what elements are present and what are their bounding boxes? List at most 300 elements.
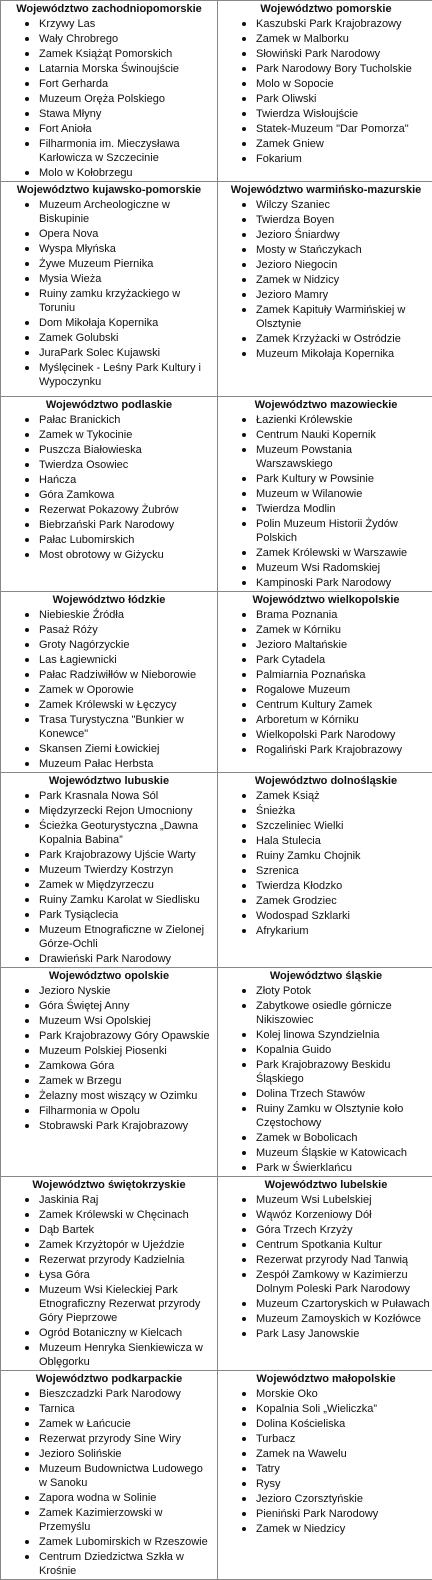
attraction-label: JuraPark Solec Kujawski (39, 347, 160, 359)
attraction-label: Fort Gerharda (39, 78, 108, 90)
bullet-icon (25, 22, 29, 26)
bullet-icon (242, 703, 246, 707)
attraction-label: Muzeum Polskiej Piosenki (39, 1045, 167, 1057)
bullet-icon (25, 336, 29, 340)
attraction-item (218, 62, 432, 76)
attraction-label: Jezioro Maltańskie (256, 639, 347, 651)
bullet-icon (25, 1049, 29, 1053)
bullet-icon (25, 913, 29, 917)
attraction-label: Centrum Dziedzictwa Szkła w Krośnie (39, 1551, 184, 1577)
attraction-item (218, 1268, 432, 1296)
attraction-item (218, 1477, 432, 1491)
bullet-icon (25, 1540, 29, 1544)
attraction-item (218, 17, 432, 31)
attraction-label: Szrenica (256, 865, 299, 877)
attraction-item (218, 683, 432, 697)
attraction-list (218, 789, 432, 938)
attraction-item (218, 198, 432, 212)
bullet-icon (25, 1437, 29, 1441)
bullet-icon (242, 157, 246, 161)
attraction-label: Palmiarnia Poznańska (256, 669, 365, 681)
bullet-icon (242, 522, 246, 526)
bullet-icon (242, 718, 246, 722)
attraction-item (1, 503, 217, 517)
bullet-icon (25, 1124, 29, 1128)
attraction-item (218, 638, 432, 652)
bullet-icon (242, 1107, 246, 1111)
attraction-label: Pałac Branickich (39, 414, 120, 426)
region-row (1, 1, 432, 182)
attraction-item (1, 1462, 217, 1490)
bullet-icon (242, 1198, 246, 1202)
attraction-item (1, 804, 217, 818)
attraction-item (218, 999, 432, 1027)
attraction-label: Park Oliwski (256, 93, 317, 105)
attraction-item (1, 698, 217, 712)
attraction-item (218, 1028, 432, 1042)
bullet-icon (25, 1273, 29, 1277)
attraction-item (1, 668, 217, 682)
attraction-label: Ruiny Zamku Chojnik (256, 850, 361, 862)
bullet-icon (242, 658, 246, 662)
attraction-label: Polin Muzeum Historii Żydów Polskich (256, 518, 398, 544)
attraction-label: Mosty w Stańczykach (256, 244, 362, 256)
bullet-icon (242, 839, 246, 843)
attraction-label: Bieszczadzki Park Narodowy (39, 1388, 181, 1400)
attraction-list (1, 608, 217, 771)
bullet-icon (25, 1467, 29, 1471)
bullet-icon (242, 97, 246, 101)
bullet-icon (242, 673, 246, 677)
bullet-icon (25, 292, 29, 296)
attraction-label: Mysia Wieża (39, 273, 101, 285)
attraction-label: Muzeum Archeologiczne w Biskupinie (39, 199, 170, 225)
attraction-item (218, 894, 432, 908)
attraction-item (218, 1146, 432, 1160)
region-cell (218, 397, 432, 592)
bullet-icon (25, 1288, 29, 1292)
attraction-item (218, 502, 432, 516)
attraction-label: Park Kultury w Powsinie (256, 473, 374, 485)
attraction-label: Zamek Książ (256, 790, 320, 802)
bullet-icon (242, 507, 246, 511)
bullet-icon (242, 884, 246, 888)
bullet-icon (25, 718, 29, 722)
bullet-icon (242, 1063, 246, 1067)
region-header: Województwo podlaskie (1, 397, 217, 412)
attraction-item (218, 1087, 432, 1101)
attraction-item (218, 1432, 432, 1446)
attraction-item (218, 303, 432, 331)
attraction-item (1, 1104, 217, 1118)
attraction-item (218, 804, 432, 818)
bullet-icon (25, 898, 29, 902)
region-row (1, 397, 432, 592)
attraction-item (1, 518, 217, 532)
attraction-item (218, 743, 432, 757)
attraction-item (218, 1402, 432, 1416)
region-header: Województwo mazowieckie (218, 397, 432, 412)
attraction-item (218, 32, 432, 46)
attraction-label: Centrum Nauki Kopernik (256, 429, 376, 441)
bullet-icon (242, 1243, 246, 1247)
attraction-item (1, 638, 217, 652)
region-cell (1, 968, 218, 1177)
attraction-label: Zamek Kazimierzowski w Przemyślu (39, 1507, 162, 1533)
attraction-label: Tarnica (39, 1403, 74, 1415)
region-cell (1, 182, 218, 397)
bullet-icon (25, 1019, 29, 1023)
attraction-label: Muzeum Henryka Sienkiewicza w Oblęgorku (39, 1342, 203, 1368)
bullet-icon (25, 1079, 29, 1083)
attraction-item (218, 1102, 432, 1130)
bullet-icon (25, 418, 29, 422)
attraction-label: Biebrzański Park Narodowy (39, 519, 174, 531)
attraction-label: Hańcza (39, 474, 76, 486)
attraction-item (1, 166, 217, 180)
attraction-item (1, 1014, 217, 1028)
attraction-label: Ogród Botaniczny w Kielcach (39, 1327, 182, 1339)
attraction-item (218, 122, 432, 136)
attraction-item (1, 272, 217, 286)
region-cell (1, 1, 218, 182)
attraction-label: Filharmonia im. Mieczysława Karłowicza w Szczecinie (39, 138, 180, 164)
attraction-item (1, 488, 217, 502)
bullet-icon (25, 232, 29, 236)
bullet-icon (242, 1136, 246, 1140)
attraction-label: Puszcza Białowieska (39, 444, 142, 456)
bullet-icon (242, 643, 246, 647)
attraction-item (1, 1119, 217, 1133)
attraction-item (218, 668, 432, 682)
attraction-label: Ruiny Zamku Karolat w Siedlisku (39, 894, 200, 906)
attraction-item (218, 347, 432, 361)
bullet-icon (242, 433, 246, 437)
bullet-icon (242, 1452, 246, 1456)
attraction-item (1, 1535, 217, 1549)
attraction-label: Zespół Zamkowy w Kazimierzu Dolnym Poleski Park Narodowy (256, 1269, 410, 1295)
attraction-item (1, 1029, 217, 1043)
bullet-icon (242, 248, 246, 252)
attraction-item (218, 879, 432, 893)
attraction-item (1, 1059, 217, 1073)
bullet-icon (25, 1496, 29, 1500)
attraction-label: Rogaliński Park Krajobrazowy (256, 744, 402, 756)
bullet-icon (25, 824, 29, 828)
attraction-item (1, 32, 217, 46)
attraction-label: Zamek w Międzyrzeczu (39, 879, 154, 891)
attraction-item (1, 242, 217, 256)
attraction-label: Zamek w Nidzicy (256, 274, 339, 286)
bullet-icon (242, 1407, 246, 1411)
bullet-icon (25, 448, 29, 452)
bullet-icon (25, 1213, 29, 1217)
attraction-item (218, 258, 432, 272)
attraction-item (1, 287, 217, 315)
attraction-item (1, 757, 217, 771)
attraction-list (218, 608, 432, 757)
bullet-icon (242, 263, 246, 267)
attraction-label: Latarnia Morska Świnoujście (39, 63, 179, 75)
attraction-item (218, 1223, 432, 1237)
bullet-icon (25, 643, 29, 647)
bullet-icon (242, 914, 246, 918)
attraction-label: Rezerwat przyrody Kadzielnia (39, 1254, 185, 1266)
attraction-item (218, 1161, 432, 1175)
attraction-item (1, 952, 217, 966)
bullet-icon (242, 688, 246, 692)
attraction-label: Zamek Krzyżtopór w Ujeździe (39, 1239, 185, 1251)
bullet-icon (25, 809, 29, 813)
attraction-item (1, 1491, 217, 1505)
attraction-label: Wielkopolski Park Narodowy (256, 729, 395, 741)
attraction-label: Kopalnia Soli „Wieliczka” (256, 1403, 377, 1415)
attraction-label: Dąb Bartek (39, 1224, 94, 1236)
attraction-label: Wyspa Młyńska (39, 243, 116, 255)
bullet-icon (25, 1004, 29, 1008)
attraction-item (218, 137, 432, 151)
region-row (1, 968, 432, 1177)
attraction-label: Rezerwat przyrody Nad Tanwią (256, 1254, 408, 1266)
bullet-icon (25, 1109, 29, 1113)
attraction-label: Park Krasnala Nowa Sól (39, 790, 158, 802)
bullet-icon (25, 613, 29, 617)
attraction-label: Ścieżka Geoturystyczna „Dawna Kopalnia Babina” (39, 820, 198, 846)
attraction-item (1, 316, 217, 330)
bullet-icon (242, 989, 246, 993)
attraction-label: Zamek Kapituły Warmińskiej w Olsztynie (256, 304, 405, 330)
attraction-label: Twierdza Osowiec (39, 459, 128, 471)
attraction-item (1, 473, 217, 487)
bullet-icon (242, 1213, 246, 1217)
attraction-item (1, 608, 217, 622)
attraction-item (1, 1193, 217, 1207)
attraction-label: Zabytkowe osiedle górnicze Nikiszowiec (256, 1000, 392, 1026)
bullet-icon (242, 1048, 246, 1052)
attraction-label: Wąwóz Korzeniowy Dół (256, 1209, 372, 1221)
attraction-item (218, 1043, 432, 1057)
attraction-item (1, 47, 217, 61)
attraction-item (218, 608, 432, 622)
bullet-icon (242, 1033, 246, 1037)
attraction-label: Park w Świerklańcu (256, 1162, 352, 1174)
attraction-label: Stawa Młyny (39, 108, 101, 120)
bullet-icon (25, 37, 29, 41)
bullet-icon (25, 97, 29, 101)
bullet-icon (242, 613, 246, 617)
attraction-item (218, 728, 432, 742)
attraction-label: Park Tysiąclecia (39, 909, 118, 921)
attraction-label: Muzeum Śląskie w Katowicach (256, 1147, 407, 1159)
attraction-list (218, 198, 432, 361)
bullet-icon (242, 628, 246, 632)
bullet-icon (25, 883, 29, 887)
attraction-item (1, 1550, 217, 1578)
attraction-label: Muzeum Pałac Herbsta (39, 758, 153, 770)
attraction-item (1, 227, 217, 241)
bullet-icon (242, 1392, 246, 1396)
attraction-item (1, 1447, 217, 1461)
bullet-icon (25, 366, 29, 370)
bullet-icon (242, 1004, 246, 1008)
bullet-icon (242, 854, 246, 858)
attraction-item (218, 1193, 432, 1207)
bullet-icon (25, 957, 29, 961)
bullet-icon (25, 688, 29, 692)
attraction-item (1, 331, 217, 345)
attraction-item (1, 77, 217, 91)
bullet-icon (25, 351, 29, 355)
attraction-item (218, 834, 432, 848)
attraction-list (218, 984, 432, 1175)
bullet-icon (25, 853, 29, 857)
attraction-label: Pałac Lubomirskich (39, 534, 134, 546)
attraction-label: Jezioro Czorsztyńskie (256, 1493, 363, 1505)
attraction-label: Góra Świętej Anny (39, 1000, 130, 1012)
attraction-item (1, 1268, 217, 1282)
attraction-item (1, 107, 217, 121)
attraction-item (1, 1044, 217, 1058)
bullet-icon (242, 899, 246, 903)
attraction-label: Hala Stulecia (256, 835, 321, 847)
attraction-label: Park Krajobrazowy Beskidu Śląskiego (256, 1059, 391, 1085)
attraction-item (1, 908, 217, 922)
bullet-icon (242, 278, 246, 282)
attraction-item (1, 122, 217, 136)
bullet-icon (25, 794, 29, 798)
attraction-list (1, 413, 217, 562)
bullet-icon (242, 1228, 246, 1232)
bullet-icon (25, 508, 29, 512)
attraction-label: Twierdza Kłodzko (256, 880, 342, 892)
attraction-label: Most obrotowy w Giżycku (39, 549, 164, 561)
bullet-icon (242, 1512, 246, 1516)
bullet-icon (25, 1228, 29, 1232)
region-cell (1, 773, 218, 968)
attraction-label: Ruiny zamku krzyżackiego w Toruniu (39, 288, 180, 314)
region-header: Województwo podkarpackie (1, 1371, 217, 1386)
bullet-icon (25, 538, 29, 542)
attraction-item (1, 819, 217, 847)
attraction-item (218, 864, 432, 878)
table-body (1, 1, 432, 1580)
attraction-label: Zamek Grodziec (256, 895, 337, 907)
attraction-label: Łysa Góra (39, 1269, 90, 1281)
bullet-icon (242, 37, 246, 41)
bullet-icon (25, 928, 29, 932)
attraction-label: Zamek Królewski w Warszawie (256, 547, 407, 559)
attraction-label: Muzeum Oręża Polskiego (39, 93, 165, 105)
bullet-icon (242, 52, 246, 56)
attraction-label: Góra Zamkowa (39, 489, 114, 501)
attraction-label: Turbacz (256, 1433, 295, 1445)
region-cell (218, 1, 432, 182)
attraction-label: Wodospad Szklarki (256, 910, 350, 922)
bullet-icon (242, 82, 246, 86)
region-row (1, 773, 432, 968)
attraction-item (218, 443, 432, 471)
attraction-label: Pasaż Róży (39, 624, 98, 636)
bullet-icon (242, 1332, 246, 1336)
attraction-item (218, 1058, 432, 1086)
bullet-icon (25, 1064, 29, 1068)
bullet-icon (25, 463, 29, 467)
attraction-item (1, 789, 217, 803)
attraction-item (218, 332, 432, 346)
attraction-label: Góra Trzech Krzyży (256, 1224, 353, 1236)
attraction-item (218, 1447, 432, 1461)
attraction-item (1, 62, 217, 76)
attraction-label: Muzeum w Wilanowie (256, 488, 362, 500)
bullet-icon (25, 1407, 29, 1411)
attraction-item (218, 819, 432, 833)
attraction-item (218, 713, 432, 727)
attraction-label: Śnieżka (256, 805, 295, 817)
attraction-label: Ruiny Zamku w Olsztynie koło Częstochowy (256, 1103, 403, 1129)
attraction-label: Fokarium (256, 153, 302, 165)
bullet-icon (25, 523, 29, 527)
attraction-list (1, 789, 217, 966)
attraction-item (1, 863, 217, 877)
attraction-label: Brama Poznania (256, 609, 337, 621)
region-header: Województwo śląskie (218, 968, 432, 983)
attraction-item (1, 257, 217, 271)
bullet-icon (242, 566, 246, 570)
attraction-item (218, 472, 432, 486)
attraction-label: Niebieskie Źródła (39, 609, 124, 621)
attraction-label: Muzeum Powstania Warszawskiego (256, 444, 352, 470)
attraction-label: Trasa Turystyczna "Bunkier w Konewce" (39, 714, 184, 740)
bullet-icon (242, 67, 246, 71)
attraction-label: Park Narodowy Bory Tucholskie (256, 63, 412, 75)
bullet-icon (242, 418, 246, 422)
region-cell (218, 773, 432, 968)
bullet-icon (25, 112, 29, 116)
bullet-icon (25, 67, 29, 71)
attraction-label: Muzeum Mikołaja Kopernika (256, 348, 394, 360)
bullet-icon (25, 1452, 29, 1456)
attraction-label: Arboretum w Kórniku (256, 714, 359, 726)
region-cell (218, 1371, 432, 1580)
attraction-label: Kampinoski Park Narodowy (256, 577, 391, 589)
attraction-label: Muzeum Twierdzy Kostrzyn (39, 864, 173, 876)
region-cell (1, 592, 218, 773)
attraction-item (1, 17, 217, 31)
bullet-icon (242, 1437, 246, 1441)
attraction-item (1, 984, 217, 998)
attraction-label: Szczeliniec Wielki (256, 820, 343, 832)
attraction-item (218, 1327, 432, 1341)
attraction-label: Las Łagiewnicki (39, 654, 117, 666)
attraction-label: Statek-Muzeum "Dar Pomorza" (256, 123, 409, 135)
bullet-icon (242, 293, 246, 297)
attraction-label: Centrum Kultury Zamek (256, 699, 372, 711)
attraction-label: Zamkowa Góra (39, 1060, 114, 1072)
region-header: Województwo małopolskie (218, 1371, 432, 1386)
attraction-label: Muzeum Zamoyskich w Kozłówce (256, 1313, 421, 1325)
attraction-list (218, 1193, 432, 1341)
attraction-label: Zamek w Bobolicach (256, 1132, 358, 1144)
attraction-label: Dolina Trzech Stawów (256, 1088, 365, 1100)
attraction-item (218, 288, 432, 302)
bullet-icon (242, 112, 246, 116)
bullet-icon (242, 352, 246, 356)
region-cell (218, 968, 432, 1177)
attraction-item (1, 742, 217, 756)
attraction-label: Jezioro Mamry (256, 289, 328, 301)
attraction-item (1, 1223, 217, 1237)
attraction-list (1, 984, 217, 1133)
